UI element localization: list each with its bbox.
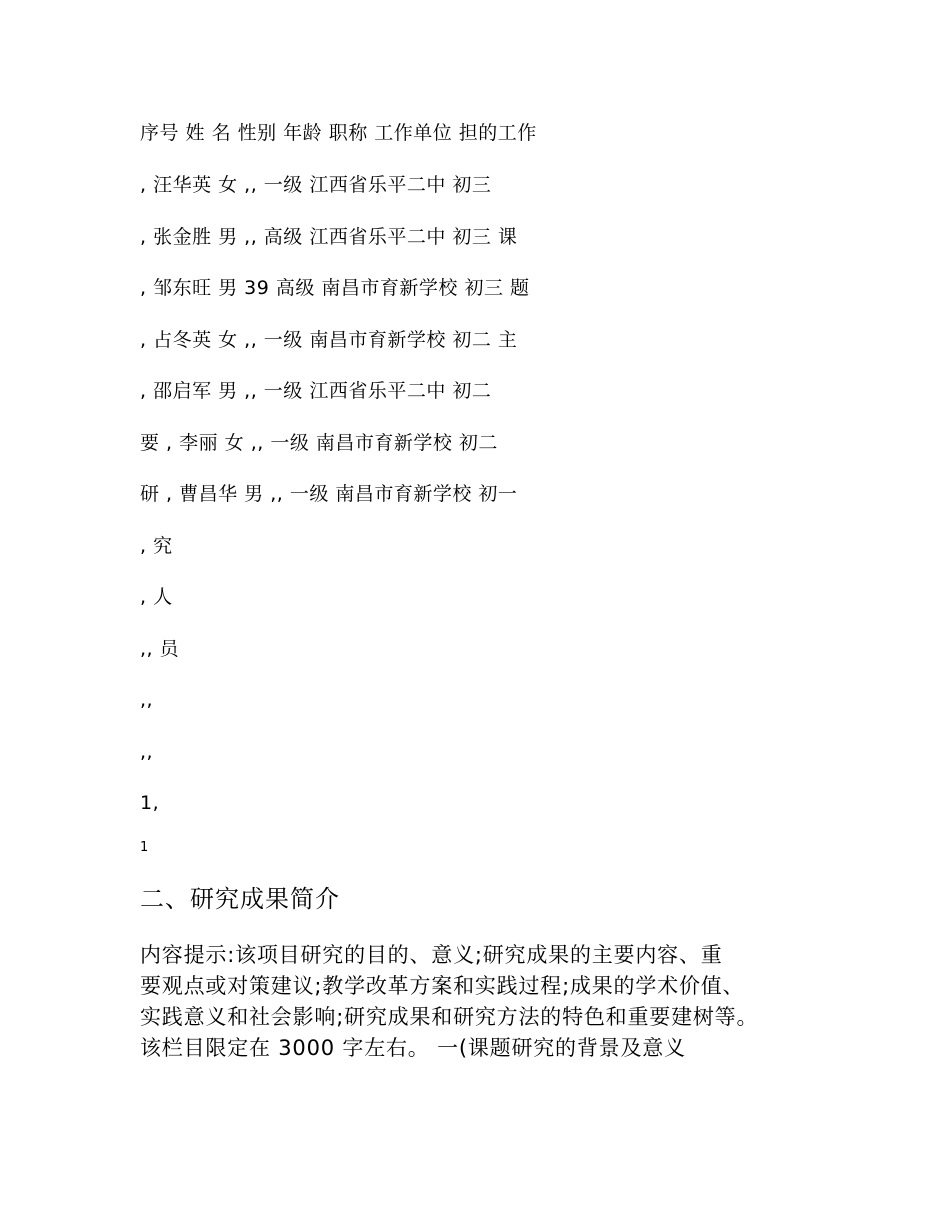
table-row: 1, <box>140 792 160 814</box>
table-row: ,, <box>140 741 154 763</box>
table-row: , 人 <box>140 586 173 608</box>
content-line: 内容提示:该项目研究的目的、意义;研究成果的主要内容、重 <box>140 943 723 967</box>
table-row: , 汪华英 女 ,, 一级 江西省乐平二中 初三 <box>140 174 492 196</box>
page-number: 1 <box>140 840 149 855</box>
table-row: , 邵启军 男 ,, 一级 江西省乐平二中 初二 <box>140 380 492 402</box>
table-row: , 张金胜 男 ,, 高级 江西省乐平二中 初三 课 <box>140 226 518 248</box>
content-line: 实践意义和社会影响;研究成果和研究方法的特色和重要建树等。 <box>140 1005 759 1029</box>
table-row: , 究 <box>140 535 173 557</box>
table-row: ,, 员 <box>140 638 180 660</box>
content-line: 要观点或对策建议;教学改革方案和实践过程;成果的学术价值、 <box>140 974 745 998</box>
content-paragraph <box>140 940 830 1064</box>
table-row: ,, <box>140 689 154 711</box>
table-row: , 占冬英 女 ,, 一级 南昌市育新学校 初二 主 <box>140 329 518 351</box>
table-row: 要 , 李丽 女 ,, 一级 南昌市育新学校 初二 <box>140 432 498 454</box>
content-line: 该栏目限定在 3000 字左右。 一(课题研究的背景及意义 <box>140 1036 686 1060</box>
table-row: 研 , 曹昌华 男 ,, 一级 南昌市育新学校 初一 <box>140 483 518 505</box>
table-header: 序号 姓 名 性别 年龄 职称 工作单位 担的工作 <box>140 122 537 144</box>
table-row: , 邹东旺 男 39 高级 南昌市育新学校 初三 题 <box>140 277 530 299</box>
section-heading: 二、研究成果简介 <box>140 885 340 913</box>
